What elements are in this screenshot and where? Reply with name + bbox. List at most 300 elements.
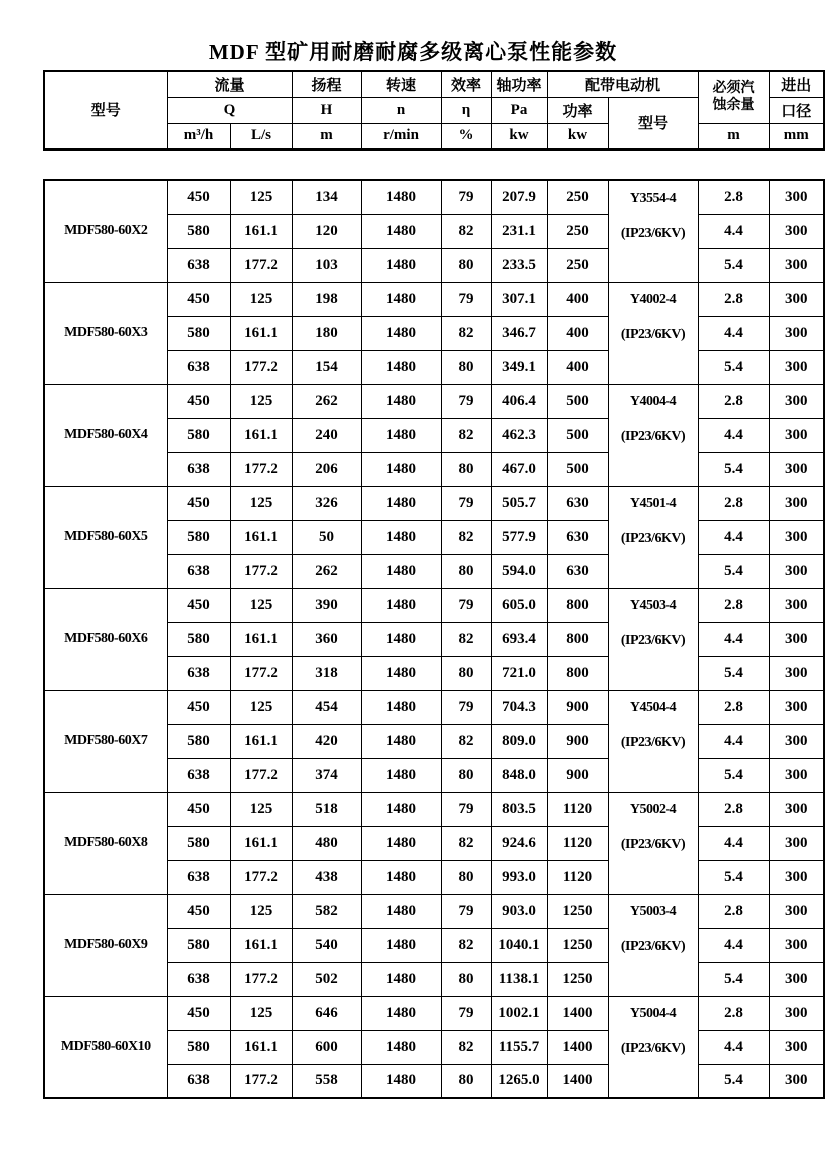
motor-model-line1: Y4002-4 (629, 292, 677, 307)
value-cell-efficiency_pct: 80 (441, 452, 491, 486)
value-cell-motor_power_kw: 630 (547, 520, 608, 554)
value-cell-shaft_power_kw: 848.0 (491, 758, 547, 792)
value-cell-q_m3h: 580 (167, 928, 230, 962)
value-cell-port_mm: 300 (769, 1030, 824, 1064)
value-cell-shaft_power_kw: 693.4 (491, 622, 547, 656)
value-cell-head_m: 540 (292, 928, 361, 962)
value-cell-head_m: 518 (292, 792, 361, 826)
value-cell-shaft_power_kw: 809.0 (491, 724, 547, 758)
value-cell-port_mm: 300 (769, 758, 824, 792)
value-cell-q_m3h: 580 (167, 724, 230, 758)
value-cell-motor_power_kw: 1120 (547, 792, 608, 826)
symbol-shaft-power: Pa (491, 97, 547, 123)
value-cell-q_ls: 161.1 (230, 520, 292, 554)
unit-head: m (292, 123, 361, 149)
motor-model-line1: Y4004-4 (629, 394, 677, 409)
value-cell-speed_rpm: 1480 (361, 180, 441, 214)
value-cell-speed_rpm: 1480 (361, 248, 441, 282)
value-cell-port_mm: 300 (769, 384, 824, 418)
value-cell-speed_rpm: 1480 (361, 860, 441, 894)
value-cell-npsh_m: 2.8 (698, 282, 769, 316)
value-cell-q_m3h: 450 (167, 996, 230, 1030)
unit-efficiency: % (441, 123, 491, 149)
unit-port: mm (769, 123, 824, 149)
value-cell-efficiency_pct: 82 (441, 520, 491, 554)
value-cell-head_m: 438 (292, 860, 361, 894)
value-cell-efficiency_pct: 79 (441, 792, 491, 826)
motor-model-line1: Y3554-4 (629, 190, 677, 206)
value-cell-q_m3h: 638 (167, 248, 230, 282)
value-cell-efficiency_pct: 79 (441, 894, 491, 928)
motor-model-line2: (IP23/6KV) (620, 531, 686, 546)
value-cell-shaft_power_kw: 803.5 (491, 792, 547, 826)
value-cell-npsh_m: 2.8 (698, 486, 769, 520)
value-cell-shaft_power_kw: 346.7 (491, 316, 547, 350)
value-cell-shaft_power_kw: 594.0 (491, 554, 547, 588)
npsh-label-line1: 必须汽 (712, 80, 755, 96)
col-header-efficiency: 效率 (441, 71, 491, 97)
value-cell-q_m3h: 450 (167, 180, 230, 214)
value-cell-efficiency_pct: 80 (441, 860, 491, 894)
value-cell-npsh_m: 5.4 (698, 860, 769, 894)
value-cell-speed_rpm: 1480 (361, 418, 441, 452)
value-cell-npsh_m: 4.4 (698, 418, 769, 452)
value-cell-q_m3h: 580 (167, 520, 230, 554)
value-cell-shaft_power_kw: 1155.7 (491, 1030, 547, 1064)
value-cell-q_m3h: 638 (167, 554, 230, 588)
value-cell-head_m: 420 (292, 724, 361, 758)
page-title: MDF 型矿用耐磨耐腐多级离心泵性能参数 (208, 40, 618, 64)
value-cell-efficiency_pct: 80 (441, 758, 491, 792)
pump-model-cell: MDF580-60X6 (44, 588, 167, 690)
value-cell-motor_power_kw: 1400 (547, 1064, 608, 1098)
value-cell-port_mm: 300 (769, 350, 824, 384)
value-cell-speed_rpm: 1480 (361, 214, 441, 248)
value-cell-port_mm: 300 (769, 418, 824, 452)
value-cell-shaft_power_kw: 577.9 (491, 520, 547, 554)
table-row (44, 282, 824, 316)
value-cell-efficiency_pct: 80 (441, 1064, 491, 1098)
value-cell-motor_power_kw: 630 (547, 486, 608, 520)
motor-model-line1: Y4501-4 (629, 496, 677, 511)
col-header-port-line2: 口径 (769, 97, 824, 123)
value-cell-npsh_m: 4.4 (698, 520, 769, 554)
value-cell-head_m: 262 (292, 384, 361, 418)
value-cell-q_ls: 125 (230, 690, 292, 724)
value-cell-speed_rpm: 1480 (361, 962, 441, 996)
pump-model-cell: MDF580-60X10 (44, 996, 167, 1098)
value-cell-q_m3h: 450 (167, 486, 230, 520)
value-cell-efficiency_pct: 80 (441, 350, 491, 384)
col-header-flow: 流量 (167, 71, 292, 97)
motor-model-line1: Y5002-4 (629, 802, 677, 817)
value-cell-motor_power_kw: 1120 (547, 860, 608, 894)
value-cell-speed_rpm: 1480 (361, 996, 441, 1030)
value-cell-npsh_m: 5.4 (698, 758, 769, 792)
value-cell-npsh_m: 4.4 (698, 316, 769, 350)
value-cell-speed_rpm: 1480 (361, 656, 441, 690)
col-header-motor: 配带电动机 (547, 71, 698, 97)
table-row (44, 180, 824, 214)
value-cell-npsh_m: 5.4 (698, 350, 769, 384)
value-cell-motor_power_kw: 250 (547, 214, 608, 248)
data-table (43, 179, 825, 1099)
value-cell-port_mm: 300 (769, 214, 824, 248)
value-cell-q_ls: 125 (230, 180, 292, 214)
unit-flow-m3h: m³/h (167, 123, 230, 149)
value-cell-port_mm: 300 (769, 792, 824, 826)
motor-model-line1: Y5004-4 (629, 1006, 677, 1021)
value-cell-npsh_m: 4.4 (698, 724, 769, 758)
table-row (44, 792, 824, 826)
motor-model-line2: (IP23/6KV) (620, 225, 686, 241)
table-row (44, 486, 824, 520)
value-cell-shaft_power_kw: 1040.1 (491, 928, 547, 962)
col-header-motor-model: 型号 (608, 97, 698, 149)
value-cell-motor_power_kw: 1250 (547, 894, 608, 928)
value-cell-efficiency_pct: 79 (441, 588, 491, 622)
value-cell-motor_power_kw: 400 (547, 350, 608, 384)
value-cell-port_mm: 300 (769, 622, 824, 656)
value-cell-q_m3h: 580 (167, 316, 230, 350)
value-cell-npsh_m: 5.4 (698, 248, 769, 282)
value-cell-speed_rpm: 1480 (361, 1030, 441, 1064)
value-cell-q_m3h: 638 (167, 758, 230, 792)
value-cell-q_ls: 161.1 (230, 622, 292, 656)
value-cell-q_ls: 125 (230, 486, 292, 520)
value-cell-head_m: 198 (292, 282, 361, 316)
value-cell-port_mm: 300 (769, 860, 824, 894)
value-cell-q_m3h: 580 (167, 826, 230, 860)
value-cell-efficiency_pct: 82 (441, 418, 491, 452)
value-cell-shaft_power_kw: 924.6 (491, 826, 547, 860)
symbol-speed: n (361, 97, 441, 123)
value-cell-speed_rpm: 1480 (361, 554, 441, 588)
value-cell-head_m: 360 (292, 622, 361, 656)
value-cell-q_ls: 177.2 (230, 656, 292, 690)
value-cell-q_ls: 125 (230, 894, 292, 928)
value-cell-shaft_power_kw: 231.1 (491, 214, 547, 248)
value-cell-motor_power_kw: 250 (547, 180, 608, 214)
value-cell-npsh_m: 4.4 (698, 622, 769, 656)
value-cell-q_m3h: 638 (167, 860, 230, 894)
value-cell-efficiency_pct: 79 (441, 486, 491, 520)
value-cell-q_m3h: 450 (167, 690, 230, 724)
value-cell-speed_rpm: 1480 (361, 282, 441, 316)
motor-model-cell (608, 996, 698, 1098)
value-cell-port_mm: 300 (769, 588, 824, 622)
value-cell-head_m: 582 (292, 894, 361, 928)
value-cell-speed_rpm: 1480 (361, 588, 441, 622)
value-cell-q_ls: 177.2 (230, 860, 292, 894)
value-cell-efficiency_pct: 82 (441, 316, 491, 350)
value-cell-q_ls: 161.1 (230, 214, 292, 248)
value-cell-motor_power_kw: 500 (547, 384, 608, 418)
value-cell-q_ls: 125 (230, 792, 292, 826)
value-cell-npsh_m: 2.8 (698, 792, 769, 826)
table-row (44, 690, 824, 724)
motor-model-cell (608, 486, 698, 588)
motor-model-line2: (IP23/6KV) (620, 939, 686, 954)
pump-model-cell: MDF580-60X3 (44, 282, 167, 384)
value-cell-q_m3h: 580 (167, 418, 230, 452)
value-cell-efficiency_pct: 79 (441, 282, 491, 316)
value-cell-speed_rpm: 1480 (361, 690, 441, 724)
value-cell-q_ls: 161.1 (230, 724, 292, 758)
value-cell-q_ls: 125 (230, 588, 292, 622)
value-cell-efficiency_pct: 82 (441, 826, 491, 860)
value-cell-efficiency_pct: 82 (441, 724, 491, 758)
value-cell-motor_power_kw: 1400 (547, 1030, 608, 1064)
value-cell-speed_rpm: 1480 (361, 1064, 441, 1098)
motor-model-line1: Y5003-4 (629, 904, 677, 919)
pump-model-cell: MDF580-60X2 (44, 180, 167, 282)
value-cell-speed_rpm: 1480 (361, 316, 441, 350)
value-cell-npsh_m: 4.4 (698, 214, 769, 248)
motor-model-line2: (IP23/6KV) (620, 1041, 686, 1056)
unit-npsh: m (698, 123, 769, 149)
value-cell-port_mm: 300 (769, 962, 824, 996)
value-cell-head_m: 134 (292, 180, 361, 214)
value-cell-speed_rpm: 1480 (361, 724, 441, 758)
value-cell-q_m3h: 638 (167, 656, 230, 690)
value-cell-head_m: 480 (292, 826, 361, 860)
value-cell-shaft_power_kw: 1002.1 (491, 996, 547, 1030)
value-cell-q_m3h: 450 (167, 384, 230, 418)
value-cell-motor_power_kw: 1250 (547, 928, 608, 962)
value-cell-q_m3h: 580 (167, 622, 230, 656)
motor-model-line2: (IP23/6KV) (620, 429, 686, 444)
value-cell-efficiency_pct: 79 (441, 996, 491, 1030)
value-cell-head_m: 262 (292, 554, 361, 588)
value-cell-q_m3h: 638 (167, 350, 230, 384)
value-cell-npsh_m: 5.4 (698, 554, 769, 588)
value-cell-speed_rpm: 1480 (361, 622, 441, 656)
value-cell-port_mm: 300 (769, 690, 824, 724)
value-cell-q_ls: 177.2 (230, 248, 292, 282)
value-cell-motor_power_kw: 400 (547, 316, 608, 350)
table-row (44, 996, 824, 1030)
value-cell-port_mm: 300 (769, 1064, 824, 1098)
motor-model-cell (608, 690, 698, 792)
value-cell-motor_power_kw: 500 (547, 452, 608, 486)
value-cell-speed_rpm: 1480 (361, 792, 441, 826)
value-cell-q_ls: 125 (230, 384, 292, 418)
table-row (44, 588, 824, 622)
value-cell-q_ls: 161.1 (230, 418, 292, 452)
value-cell-efficiency_pct: 80 (441, 248, 491, 282)
value-cell-head_m: 206 (292, 452, 361, 486)
value-cell-head_m: 374 (292, 758, 361, 792)
value-cell-q_m3h: 450 (167, 894, 230, 928)
table-row (44, 384, 824, 418)
symbol-efficiency: η (441, 97, 491, 123)
motor-model-line1: Y4503-4 (629, 598, 677, 613)
value-cell-head_m: 240 (292, 418, 361, 452)
value-cell-efficiency_pct: 82 (441, 214, 491, 248)
value-cell-speed_rpm: 1480 (361, 894, 441, 928)
value-cell-port_mm: 300 (769, 248, 824, 282)
value-cell-port_mm: 300 (769, 826, 824, 860)
value-cell-motor_power_kw: 900 (547, 724, 608, 758)
value-cell-q_ls: 161.1 (230, 826, 292, 860)
value-cell-motor_power_kw: 900 (547, 758, 608, 792)
motor-model-cell (608, 894, 698, 996)
value-cell-efficiency_pct: 79 (441, 180, 491, 214)
symbol-flow: Q (167, 97, 292, 123)
value-cell-head_m: 318 (292, 656, 361, 690)
motor-model-line2: (IP23/6KV) (620, 735, 686, 750)
value-cell-q_m3h: 638 (167, 1064, 230, 1098)
value-cell-q_ls: 177.2 (230, 350, 292, 384)
value-cell-motor_power_kw: 250 (547, 248, 608, 282)
value-cell-q_m3h: 580 (167, 214, 230, 248)
value-cell-port_mm: 300 (769, 656, 824, 690)
value-cell-npsh_m: 2.8 (698, 996, 769, 1030)
value-cell-efficiency_pct: 82 (441, 1030, 491, 1064)
value-cell-motor_power_kw: 1120 (547, 826, 608, 860)
value-cell-motor_power_kw: 800 (547, 622, 608, 656)
header-row-1 (44, 71, 824, 97)
value-cell-motor_power_kw: 400 (547, 282, 608, 316)
value-cell-npsh_m: 5.4 (698, 962, 769, 996)
header-table (43, 70, 825, 151)
value-cell-q_ls: 125 (230, 282, 292, 316)
value-cell-q_ls: 161.1 (230, 928, 292, 962)
motor-model-line1: Y4504-4 (629, 700, 677, 715)
value-cell-q_m3h: 580 (167, 1030, 230, 1064)
value-cell-shaft_power_kw: 406.4 (491, 384, 547, 418)
value-cell-head_m: 454 (292, 690, 361, 724)
pump-model-cell: MDF580-60X5 (44, 486, 167, 588)
value-cell-head_m: 154 (292, 350, 361, 384)
value-cell-npsh_m: 4.4 (698, 826, 769, 860)
value-cell-speed_rpm: 1480 (361, 928, 441, 962)
col-header-head: 扬程 (292, 71, 361, 97)
col-header-npsh (698, 71, 769, 123)
value-cell-q_ls: 161.1 (230, 316, 292, 350)
motor-model-cell (608, 384, 698, 486)
value-cell-npsh_m: 2.8 (698, 384, 769, 418)
value-cell-head_m: 646 (292, 996, 361, 1030)
motor-model-cell (608, 282, 698, 384)
value-cell-q_ls: 177.2 (230, 962, 292, 996)
value-cell-q_ls: 177.2 (230, 452, 292, 486)
motor-model-line2: (IP23/6KV) (620, 327, 686, 342)
value-cell-head_m: 326 (292, 486, 361, 520)
motor-model-cell (608, 792, 698, 894)
value-cell-speed_rpm: 1480 (361, 826, 441, 860)
value-cell-speed_rpm: 1480 (361, 350, 441, 384)
value-cell-head_m: 558 (292, 1064, 361, 1098)
value-cell-head_m: 390 (292, 588, 361, 622)
unit-motor-power: kw (547, 123, 608, 149)
value-cell-speed_rpm: 1480 (361, 520, 441, 554)
unit-speed: r/min (361, 123, 441, 149)
value-cell-shaft_power_kw: 207.9 (491, 180, 547, 214)
value-cell-efficiency_pct: 82 (441, 928, 491, 962)
motor-model-line2: (IP23/6KV) (620, 837, 686, 852)
value-cell-port_mm: 300 (769, 928, 824, 962)
col-header-port-line1: 进出 (769, 71, 824, 97)
value-cell-npsh_m: 5.4 (698, 452, 769, 486)
value-cell-q_m3h: 638 (167, 452, 230, 486)
value-cell-npsh_m: 2.8 (698, 690, 769, 724)
col-header-pump-model: 型号 (44, 71, 167, 149)
value-cell-head_m: 120 (292, 214, 361, 248)
motor-model-cell (608, 588, 698, 690)
value-cell-head_m: 180 (292, 316, 361, 350)
value-cell-shaft_power_kw: 993.0 (491, 860, 547, 894)
value-cell-head_m: 103 (292, 248, 361, 282)
value-cell-npsh_m: 5.4 (698, 656, 769, 690)
value-cell-efficiency_pct: 82 (441, 622, 491, 656)
value-cell-shaft_power_kw: 467.0 (491, 452, 547, 486)
value-cell-efficiency_pct: 80 (441, 962, 491, 996)
value-cell-port_mm: 300 (769, 894, 824, 928)
value-cell-motor_power_kw: 500 (547, 418, 608, 452)
value-cell-port_mm: 300 (769, 996, 824, 1030)
value-cell-port_mm: 300 (769, 316, 824, 350)
col-header-shaft-power: 轴功率 (491, 71, 547, 97)
value-cell-speed_rpm: 1480 (361, 384, 441, 418)
value-cell-shaft_power_kw: 1265.0 (491, 1064, 547, 1098)
value-cell-shaft_power_kw: 704.3 (491, 690, 547, 724)
value-cell-efficiency_pct: 79 (441, 690, 491, 724)
value-cell-npsh_m: 2.8 (698, 894, 769, 928)
value-cell-port_mm: 300 (769, 282, 824, 316)
value-cell-q_ls: 125 (230, 996, 292, 1030)
value-cell-shaft_power_kw: 349.1 (491, 350, 547, 384)
value-cell-npsh_m: 2.8 (698, 180, 769, 214)
value-cell-shaft_power_kw: 605.0 (491, 588, 547, 622)
value-cell-head_m: 600 (292, 1030, 361, 1064)
pump-model-cell: MDF580-60X4 (44, 384, 167, 486)
pump-model-cell: MDF580-60X7 (44, 690, 167, 792)
value-cell-q_ls: 161.1 (230, 1030, 292, 1064)
value-cell-motor_power_kw: 800 (547, 588, 608, 622)
value-cell-npsh_m: 2.8 (698, 588, 769, 622)
value-cell-shaft_power_kw: 1138.1 (491, 962, 547, 996)
value-cell-motor_power_kw: 1250 (547, 962, 608, 996)
value-cell-shaft_power_kw: 903.0 (491, 894, 547, 928)
pump-model-cell: MDF580-60X9 (44, 894, 167, 996)
value-cell-shaft_power_kw: 307.1 (491, 282, 547, 316)
value-cell-port_mm: 300 (769, 520, 824, 554)
value-cell-shaft_power_kw: 462.3 (491, 418, 547, 452)
value-cell-motor_power_kw: 800 (547, 656, 608, 690)
table-row (44, 894, 824, 928)
value-cell-head_m: 502 (292, 962, 361, 996)
motor-model-line2: (IP23/6KV) (620, 633, 686, 648)
value-cell-motor_power_kw: 900 (547, 690, 608, 724)
value-cell-speed_rpm: 1480 (361, 758, 441, 792)
value-cell-shaft_power_kw: 233.5 (491, 248, 547, 282)
value-cell-port_mm: 300 (769, 554, 824, 588)
value-cell-port_mm: 300 (769, 724, 824, 758)
value-cell-shaft_power_kw: 721.0 (491, 656, 547, 690)
value-cell-port_mm: 300 (769, 452, 824, 486)
value-cell-npsh_m: 4.4 (698, 1030, 769, 1064)
value-cell-q_m3h: 450 (167, 282, 230, 316)
value-cell-q_m3h: 450 (167, 792, 230, 826)
value-cell-efficiency_pct: 80 (441, 554, 491, 588)
unit-shaft-power: kw (491, 123, 547, 149)
col-header-speed: 转速 (361, 71, 441, 97)
value-cell-motor_power_kw: 1400 (547, 996, 608, 1030)
value-cell-npsh_m: 4.4 (698, 928, 769, 962)
value-cell-motor_power_kw: 630 (547, 554, 608, 588)
